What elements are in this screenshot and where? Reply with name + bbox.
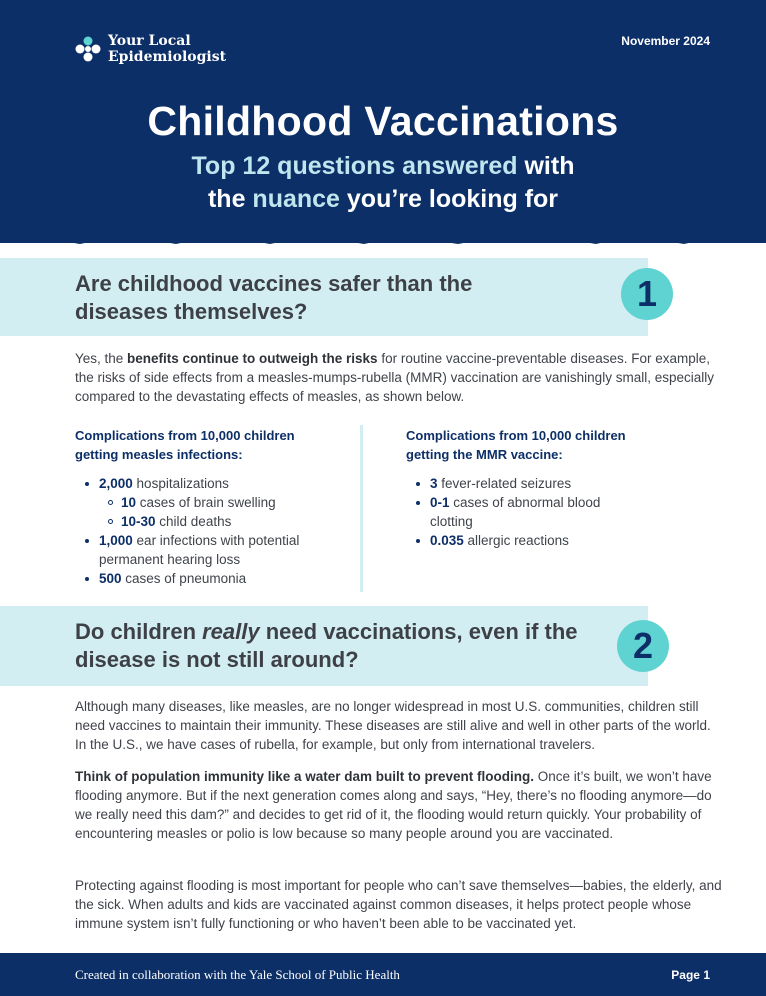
measles-column-heading: Complications from 10,000 children getting measles infections: [75, 428, 295, 462]
page-subtitle [0, 150, 766, 216]
page-number: Page 1 [671, 968, 710, 982]
question-2-number: 2 [617, 620, 669, 672]
question-1-intro [75, 349, 725, 406]
measles-complications-list [75, 474, 345, 588]
list-item: 0.035 allergic reactions [406, 531, 646, 550]
logo-line-2: Epidemiologist [108, 49, 227, 65]
list-item: 0-1 cases of abnormal blood clotting [406, 493, 646, 531]
subtitle-text-2a: the [207, 185, 253, 213]
subtitle-text-1: with [517, 152, 575, 180]
list-item: 500 cases of pneumonia [75, 569, 345, 588]
header-banner [0, 0, 766, 243]
vaccine-column-heading: Complications from 10,000 children getting the MMR vaccine: [406, 428, 626, 462]
dam-analogy-emphasis: Think of population immunity like a water dam built to prevent flooding. [75, 769, 535, 784]
list-item: 2,000 hospitalizations [75, 474, 345, 493]
question-1-number: 1 [621, 268, 673, 320]
logo-line-1: Your Local [108, 33, 191, 49]
question-2-paragraph-2: Think of population immunity like a water dam built to prevent flooding. Once it’s built, we won’t have flooding anymore. But if the next generation comes along and says, “Hey, there’s no flooding anymore—do we really need this dam?” and decides to get rid of it, the flooding would return quickly. Your probability of encountering measles or polio is low because so many people around you are vaccinated. [75, 769, 712, 841]
intro-text-c: for routine vaccine-preventable diseases. For example, the risks of side effects from a measles-mumps-rubella (MMR) vaccination are vanishingly small, especially compared to the devastating effects of measles, as shown below. [75, 351, 714, 404]
intro-text-a: Yes, the [75, 351, 128, 366]
torn-edge [0, 228, 766, 258]
footer [0, 953, 766, 996]
vaccine-complications-list [406, 474, 646, 550]
footer-credit: Created in collaboration with the Yale School of Public Health [75, 967, 400, 982]
page-title: Childhood Vaccinations [147, 98, 619, 144]
logo-icon [74, 35, 102, 63]
logo [74, 33, 226, 65]
subtitle-highlight-2: nuance [252, 185, 340, 213]
list-item: 1,000 ear infections with potential permanent hearing loss [75, 531, 345, 569]
question-2-title: Do children really need vaccinations, even if the disease is not still around? [75, 619, 578, 672]
intro-emphasis: benefits continue to outweigh the risks [127, 351, 378, 366]
question-2-paragraph-1: Although many diseases, like measles, are no longer widespread in most U.S. communities, children still need vaccines to maintain their immunity. These diseases are still alive and well in other parts of the world. In the U.S., we have cases of rubella, for example, but only from international travelers. [75, 699, 711, 752]
list-item: 10 cases of brain swelling [75, 493, 345, 512]
column-divider [360, 425, 363, 592]
question-2-paragraph-3: Protecting against flooding is most important for people who can’t save themselves—babies, the elderly, and the sick. When adults and kids are vaccinated against common diseases, it helps protect people whose immune system isn’t fully functioning or who haven’t been able to be vaccinated yet. [75, 878, 722, 931]
subtitle-highlight-1: Top 12 questions answered [191, 152, 518, 180]
subtitle-text-2b: you’re looking for [339, 185, 559, 213]
emphasis-really: really [202, 619, 260, 644]
question-1-title: Are childhood vaccines safer than the diseases themselves? [75, 271, 473, 324]
issue-date: November 2024 [621, 34, 710, 48]
list-item: 3 fever-related seizures [406, 474, 646, 493]
list-item: 10-30 child deaths [75, 512, 345, 531]
